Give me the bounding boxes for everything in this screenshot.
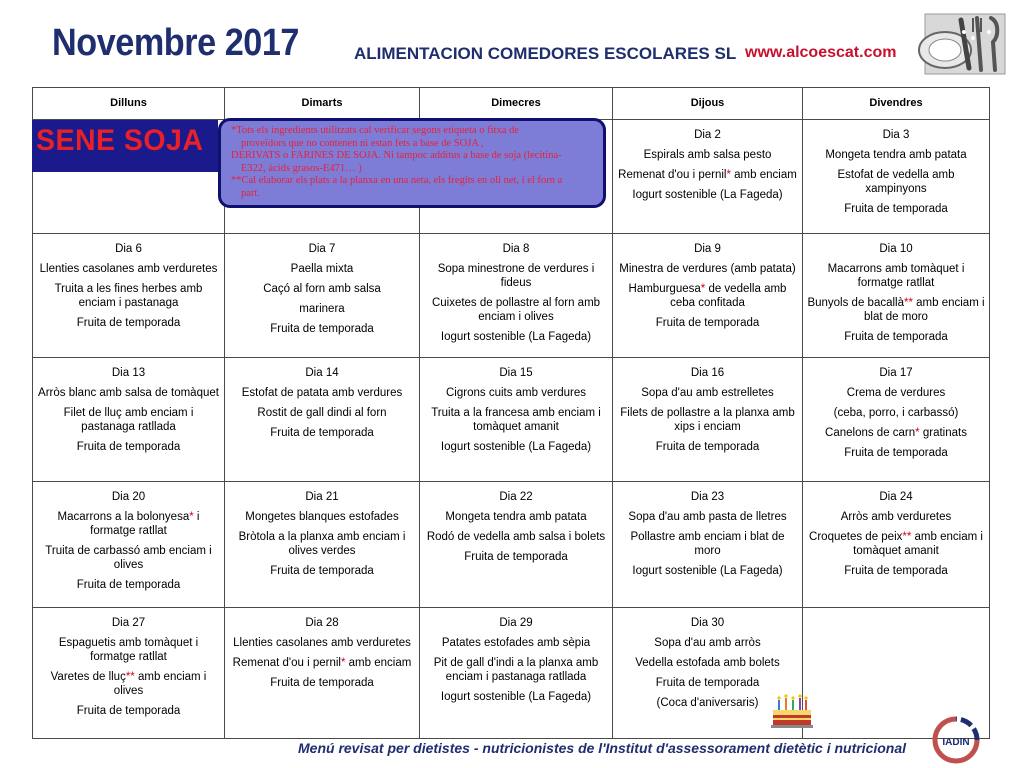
- menu-item: Pollastre amb enciam i blat de moro: [630, 531, 785, 557]
- notice-line: part.: [241, 187, 260, 199]
- menu-item: Sopa minestrone de verdures i fideus: [437, 263, 595, 289]
- company-name: ALIMENTACION COMEDORES ESCOLARES SL: [354, 44, 737, 63]
- cutlery-logo-icon: [917, 12, 1007, 78]
- menu-item: Rostit de gall dindi al forn: [257, 407, 387, 419]
- day-cell: [225, 234, 420, 357]
- menu-item: (ceba, porro, i carbassó): [833, 407, 959, 419]
- menu-item: Iogurt sostenible (La Fageda): [440, 691, 592, 703]
- day-cell: [803, 234, 989, 357]
- day-label: Dia 24: [879, 491, 913, 503]
- day-label: Dia 6: [115, 243, 142, 255]
- weekday-tuesday: Dimarts: [225, 88, 420, 119]
- menu-item: Fruita de temporada: [270, 565, 374, 577]
- notice-line: DERIVATS o FARINES DE SOJA. Ni tampoc additus a base de soja (lecitina-: [231, 150, 562, 161]
- day-cell: [803, 358, 989, 481]
- menu-item: Minestra de verdures (amb patata): [619, 263, 796, 275]
- day-cell: [803, 120, 989, 233]
- menu-item: Macarrons a la bolonyesa* i formatge ratllat: [57, 511, 200, 537]
- day-cell: [420, 234, 613, 357]
- menu-item: Rodó de vedella amb salsa i bolets: [426, 531, 606, 543]
- menu-item: Truita de carbassó amb enciam i olives: [45, 545, 212, 571]
- day-label: Dia 13: [111, 367, 146, 379]
- menu-item: Iogurt sostenible (La Fageda): [440, 331, 592, 343]
- menu-item: Mongeta tendra amb patata: [445, 511, 587, 523]
- day-label: Dia 22: [499, 491, 533, 503]
- day-cell: [33, 358, 225, 481]
- day-cell: [225, 358, 420, 481]
- menu-item: Iogurt sostenible (La Fageda): [632, 189, 783, 201]
- weekday-friday: Divendres: [869, 97, 923, 109]
- menu-item: Estofat de patata amb verdures: [241, 387, 403, 399]
- menu-item: Bròtola a la planxa amb enciam i olives verdes: [238, 531, 406, 557]
- menu-item: (Coca d'aniversaris): [656, 697, 759, 709]
- menu-item: Estofat de vedella amb xampinyons: [837, 169, 955, 195]
- menu-item: Pit de gall d'indi a la planxa amb enciam i pastanaga ratllada: [433, 657, 599, 683]
- day-label: Dia 7: [308, 243, 336, 255]
- week-row: [33, 234, 989, 358]
- day-cell: [225, 482, 420, 607]
- footer-note: Menú revisat per dietistes - nutricionistes de l'Institut d'assessorament dietètic i nutricional: [298, 740, 907, 756]
- menu-item: Vedella estofada amb bolets: [635, 657, 780, 669]
- menu-item: Bunyols de bacallà** amb enciam i blat de moro: [807, 297, 985, 323]
- day-cell: [33, 234, 225, 357]
- day-label: Dia 9: [694, 243, 721, 255]
- menu-item: Hamburguesa* de vedella amb ceba confitada: [628, 283, 787, 309]
- menu-item: Truita a la francesa amb enciam i tomàquet amanit: [431, 407, 601, 433]
- day-cell: [613, 482, 803, 607]
- weekday-header: [33, 88, 989, 120]
- menu-item: Remenat d'ou i pernil* amb enciam: [232, 657, 412, 669]
- menu-item: Fruita de temporada: [655, 677, 760, 689]
- menu-item: Fruita de temporada: [655, 317, 760, 329]
- day-cell: [33, 482, 225, 607]
- menu-item: Fruita de temporada: [270, 677, 374, 689]
- day-cell: [613, 120, 803, 233]
- notice-line: *Tots els ingredients utilitzats cal verificar segons etiqueta o fitxa de: [231, 125, 519, 136]
- menu-item: Patates estofades amb sèpia: [441, 637, 591, 649]
- menu-item: Fruita de temporada: [844, 565, 948, 577]
- menu-item: Varetes de lluç** amb enciam i olives: [50, 671, 207, 697]
- weekday-wednesday: Dimecres: [420, 88, 613, 119]
- day-label: Dia 28: [305, 617, 339, 629]
- menu-item: Filet de lluç amb enciam i pastanaga ratllada: [63, 407, 194, 433]
- soy-notice-box: [218, 118, 606, 208]
- day-label: Dia 16: [690, 367, 725, 379]
- day-label: Dia 30: [690, 617, 725, 629]
- day-label: Dia 27: [111, 617, 146, 629]
- website-link[interactable]: www.alcoescat.com: [745, 44, 897, 61]
- menu-item: Llenties casolanes amb verduretes: [233, 637, 411, 649]
- menu-item: Iogurt sostenible (La Fageda): [440, 441, 592, 453]
- menu-item: Cigrons cuits amb verdures: [446, 387, 586, 399]
- menu-item: Llenties casolanes amb verduretes: [39, 263, 218, 275]
- menu-item: Fruita de temporada: [844, 203, 948, 215]
- menu-item: Mongetes blanques estofades: [245, 511, 399, 523]
- day-cell: [420, 608, 613, 738]
- day-cell: [613, 358, 803, 481]
- menu-item: Fruita de temporada: [270, 427, 374, 439]
- day-cell: [613, 234, 803, 357]
- allergen-marker: *: [189, 511, 194, 523]
- menu-item: Iogurt sostenible (La Fageda): [632, 565, 783, 577]
- day-label: Dia 2: [694, 129, 721, 141]
- weeks-container: [33, 120, 989, 738]
- day-cell: [225, 608, 420, 738]
- day-label: Dia 21: [305, 491, 339, 503]
- day-label: Dia 3: [882, 129, 910, 141]
- day-label: Dia 8: [502, 243, 530, 255]
- menu-item: Truita a les fines herbes amb enciam i pastanaga: [54, 283, 203, 309]
- menu-item: Fruita de temporada: [844, 447, 948, 459]
- day-cell: [420, 482, 613, 607]
- weekday-monday: Dilluns: [33, 88, 225, 119]
- week-row: [33, 608, 989, 738]
- notice-line: **Cal elaborar els plats a la planxa en una neta, els fregits en oli net, i el forn a: [231, 175, 563, 186]
- menu-item: Arròs amb verduretes: [840, 511, 952, 523]
- week-row: [33, 482, 989, 608]
- day-label: Dia 15: [499, 367, 533, 379]
- weekday-thursday: Dijous: [613, 88, 803, 119]
- allergen-marker: **: [904, 297, 913, 309]
- menu-item: Cuixetes de pollastre al forn amb enciam i olives: [431, 297, 601, 323]
- menu-item: Crema de verdures: [846, 387, 946, 399]
- menu-item: Sopa d'au amb estrelletes: [641, 387, 774, 399]
- menu-item: Croquetes de peix** amb enciam i tomàquet amanit: [809, 531, 983, 557]
- menu-item: Fruita de temporada: [844, 331, 948, 343]
- notice-line: E322, àcids grasos-E471… ): [241, 162, 362, 174]
- day-label: Dia 17: [879, 367, 913, 379]
- menu-item: Sopa d'au amb pasta de lletres: [628, 511, 787, 523]
- menu-item: Fruita de temporada: [76, 579, 181, 591]
- menu-item: marinera: [299, 303, 345, 315]
- allergen-marker: *: [726, 169, 731, 181]
- sene-soja-label: SENE SOJA: [36, 124, 204, 157]
- day-cell: [803, 482, 989, 607]
- day-cell: [33, 608, 225, 738]
- day-label: Dia 20: [111, 491, 146, 503]
- menu-item: Canelons de carn* gratinats: [825, 427, 967, 439]
- allergen-marker: *: [340, 657, 346, 669]
- menu-item: Espaguetis amb tomàquet i formatge ratllat: [58, 637, 199, 663]
- menu-item: Fruita de temporada: [76, 441, 181, 453]
- week-row: [33, 358, 989, 482]
- menu-item: Sopa d'au amb arròs: [654, 637, 761, 649]
- menu-item: Caçó al forn amb salsa: [263, 283, 381, 295]
- day-label: Dia 29: [499, 617, 533, 629]
- allergen-marker: **: [902, 531, 912, 543]
- iadin-logo: [930, 715, 982, 765]
- birthday-cake-icon: [769, 694, 815, 730]
- allergen-marker: **: [125, 671, 135, 683]
- menu-item: Macarrons amb tomàquet i formatge ratllat: [827, 263, 965, 289]
- allergen-marker: *: [915, 427, 920, 439]
- menu-item: Fruita de temporada: [655, 441, 760, 453]
- iadin-logo-text: IADIN: [942, 737, 970, 748]
- menu-item: Arròs blanc amb salsa de tomàquet: [38, 387, 219, 399]
- day-label: Dia 23: [690, 491, 725, 503]
- menu-item: Fruita de temporada: [76, 317, 181, 329]
- menu-item: Fruita de temporada: [76, 705, 181, 717]
- menu-item: Fruita de temporada: [270, 323, 374, 335]
- menu-item: Filets de pollastre a la planxa amb xips i enciam: [620, 407, 795, 433]
- menu-item: Paella mixta: [290, 263, 354, 275]
- day-cell: [420, 358, 613, 481]
- menu-item: Espirals amb salsa pesto: [643, 149, 772, 161]
- menu-item: Mongeta tendra amb patata: [825, 149, 967, 161]
- menu-item: Remenat d'ou i pernil* amb enciam: [618, 169, 797, 181]
- day-label: Dia 14: [305, 367, 339, 379]
- day-label: Dia 10: [879, 243, 913, 255]
- menu-item: Fruita de temporada: [464, 551, 568, 563]
- notice-line: proveïdors que no contenen ni estan fets a base de SOJA ,: [241, 137, 484, 149]
- page-title: Novembre 2017: [52, 22, 299, 64]
- allergen-marker: *: [700, 283, 706, 295]
